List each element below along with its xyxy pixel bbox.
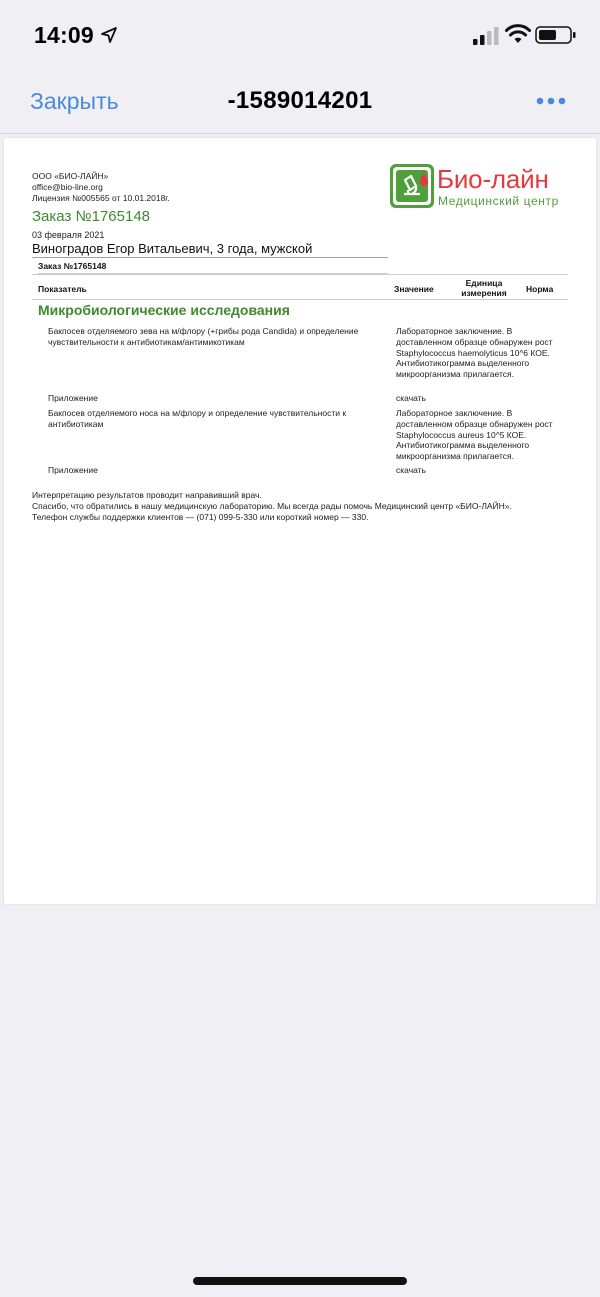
column-header-value: Значение: [394, 284, 434, 294]
download-link[interactable]: скачать: [396, 393, 426, 403]
org-name: ООО «БИО-ЛАЙН»: [32, 171, 109, 181]
table-row-value: Лабораторное заключение. В доставленном образце обнаружен рост Staphylococcus haemolyticus 10^6 КОЕ. Антибиотикограмма выделенного микроорганизма прилагается.: [396, 326, 553, 380]
microscope-logo-icon: [390, 164, 434, 208]
column-header-indicator: Показатель: [38, 284, 87, 294]
org-email: office@bio-line.org: [32, 182, 103, 192]
section-title: Микробиологические исследования: [38, 302, 290, 318]
more-dots-icon[interactable]: [536, 97, 566, 105]
wifi-icon: [505, 24, 531, 44]
order-date: 03 февраля 2021: [32, 230, 105, 240]
logo-name: Био-лайн: [437, 164, 549, 194]
document-page: [4, 138, 596, 904]
logo-subtitle: Медицинский центр: [438, 194, 559, 208]
battery-icon: [535, 25, 577, 45]
table-row-value: Лабораторное заключение. В доставленном образце обнаружен рост Staphylococcus aureus 10^5 КОЕ. Антибиотикограмма выделенного микроорганизма прилагается.: [396, 408, 553, 462]
location-arrow-icon: [100, 26, 118, 44]
navigation-bar: [0, 70, 600, 134]
org-license: Лицензия №005565 от 10.01.2018г.: [32, 193, 170, 203]
page-title: -1589014201: [227, 87, 373, 114]
order-title: Заказ №1765148: [32, 208, 151, 225]
footer-line-3: Телефон службы поддержки клиентов — (071) 099-5-330 или короткий номер — 330.: [32, 512, 369, 522]
bio-line-logo: [390, 164, 570, 210]
status-time: 14:09: [34, 22, 94, 48]
table-row-name: Бакпосев отделяемого носа на м/флору и определение чувствительности к антибиотикам: [48, 408, 347, 429]
column-header-unit: [456, 278, 512, 298]
footer-line-2: Спасибо, что обратились в нашу медицинскую лабораторию. Мы всегда рады помочь Медицинский центр «БИО-ЛАЙН».: [32, 501, 512, 511]
close-button[interactable]: Закрыть: [30, 88, 119, 114]
table-row-name: Приложение: [48, 465, 98, 475]
footer-line-1: Интерпретацию результатов проводит направивший врач.: [32, 490, 262, 500]
status-bar: [0, 0, 600, 70]
order-number: Заказ №1765148: [38, 261, 388, 274]
table-header: [32, 274, 568, 300]
cellular-signal-icon: [472, 27, 500, 45]
column-header-unit-line1: Единица: [465, 278, 503, 288]
patient-info: Виноградов Егор Витальевич, 3 года, мужской: [32, 241, 388, 258]
table-row-name: Приложение: [48, 393, 98, 403]
org-info: [32, 171, 170, 204]
table-row-name: Бакпосев отделяемого зева на м/флору (+грибы рода Candida) и определение чувствительности к антибиотикам/антимикотикам: [48, 326, 359, 347]
column-header-norm: Норма: [526, 284, 554, 294]
home-indicator[interactable]: [193, 1277, 407, 1285]
download-link[interactable]: скачать: [396, 465, 426, 475]
column-header-unit-line2: измерения: [461, 288, 507, 298]
footer-note: [32, 490, 592, 523]
